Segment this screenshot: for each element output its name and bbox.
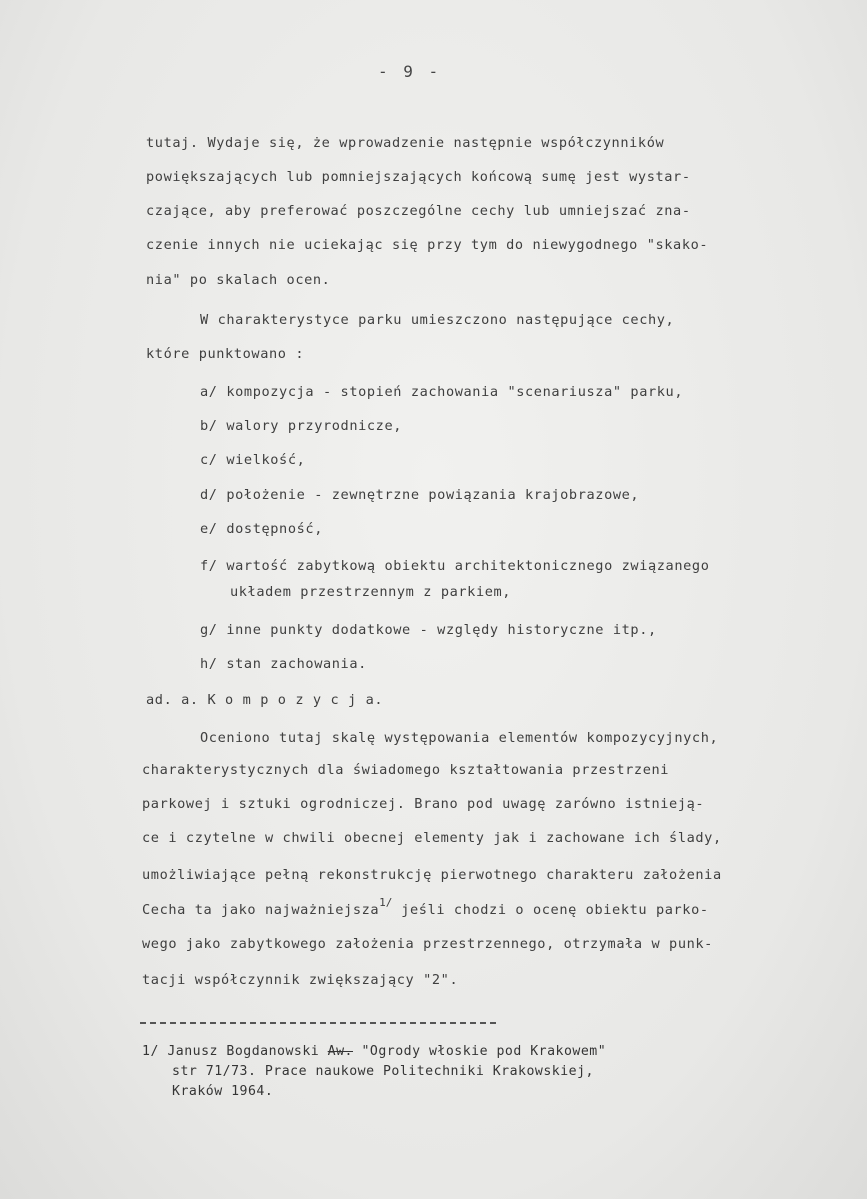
footnote-text: "Ogrody włoskie pod Krakowem" bbox=[353, 1044, 607, 1059]
list-item-h: h/ stan zachowania. bbox=[200, 656, 367, 672]
body-line: tacji współczynnik zwiększający "2". bbox=[142, 972, 459, 988]
body-line: czenie innych nie uciekając się przy tym do niewygodnego "skako- bbox=[146, 237, 709, 253]
struck-text: Aw. bbox=[327, 1044, 353, 1059]
body-line: czające, aby preferować poszczególne cechy lub umniejszać zna- bbox=[146, 203, 691, 219]
list-item-c: c/ wielkość, bbox=[200, 452, 306, 468]
list-item-e: e/ dostępność, bbox=[200, 521, 323, 537]
list-item-d: d/ położenie - zewnętrzne powiązania krajobrazowe, bbox=[200, 487, 640, 503]
body-line: które punktowano : bbox=[146, 346, 305, 362]
list-item-f: f/ wartość zabytkową obiektu architektonicznego związanego bbox=[200, 558, 710, 574]
list-item-b: b/ walory przyrodnicze, bbox=[200, 418, 403, 434]
footnote-line-3: Kraków 1964. bbox=[172, 1084, 274, 1099]
body-line: umożliwiające pełną rekonstrukcję pierwotnego charakteru założenia bbox=[142, 867, 722, 883]
footnote-text: 1/ Janusz Bogdanowski bbox=[142, 1044, 328, 1059]
body-line: tutaj. Wydaje się, że wprowadzenie następnie współczynników bbox=[146, 135, 665, 151]
body-line: charakterystycznych dla świadomego kształtowania przestrzeni bbox=[142, 762, 670, 778]
list-item-a: a/ kompozycja - stopień zachowania "scenariusza" parku, bbox=[200, 384, 684, 400]
body-line-with-footnote-ref bbox=[142, 896, 709, 921]
body-text: Cecha ta jako najważniejsza bbox=[142, 902, 380, 918]
footnote-separator bbox=[140, 1022, 496, 1024]
body-line: W charakterystyce parku umieszczono następujące cechy, bbox=[200, 312, 675, 328]
section-heading: ad. a. K o m p o z y c j a. bbox=[146, 692, 384, 708]
body-line: Oceniono tutaj skalę występowania elementów kompozycyjnych, bbox=[200, 730, 719, 746]
body-text: jeśli chodzi o ocenę obiektu parko- bbox=[401, 902, 709, 918]
footnote-reference: 1/ bbox=[379, 896, 393, 909]
body-line: wego jako zabytkowego założenia przestrzennego, otrzymała w punk- bbox=[142, 936, 713, 952]
list-item-g: g/ inne punkty dodatkowe - względy historyczne itp., bbox=[200, 622, 657, 638]
body-line: parkowej i sztuki ogrodniczej. Brano pod uwagę zarówno istnieją- bbox=[142, 796, 705, 812]
page-number: - 9 - bbox=[378, 62, 442, 81]
list-item-f-cont: układem przestrzennym z parkiem, bbox=[230, 584, 512, 600]
body-line: nia" po skalach ocen. bbox=[146, 272, 331, 288]
body-line: powiększających lub pomniejszających końcową sumę jest wystar- bbox=[146, 169, 691, 185]
footnote-line-1 bbox=[142, 1042, 606, 1062]
footnote-line-2: str 71/73. Prace naukowe Politechniki Krakowskiej, bbox=[172, 1064, 594, 1079]
body-line: ce i czytelne w chwili obecnej elementy jak i zachowane ich ślady, bbox=[142, 830, 722, 846]
